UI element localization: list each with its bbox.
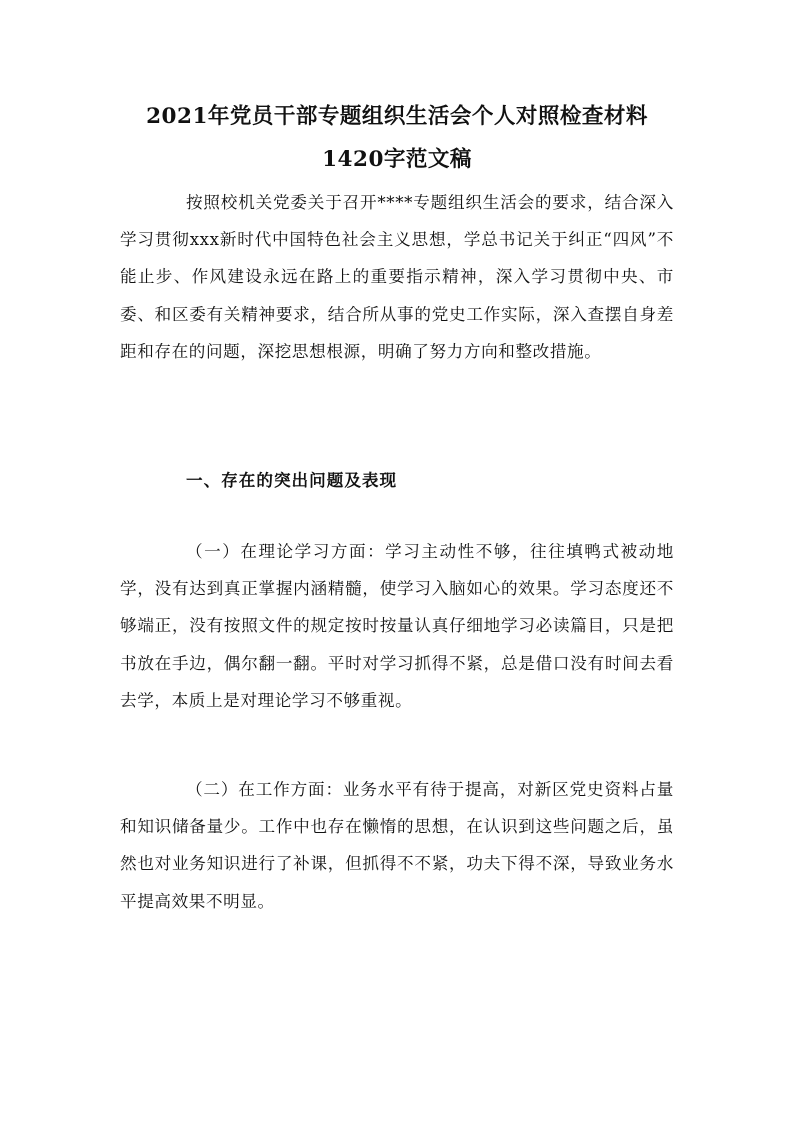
work-paragraph: （二）在工作方面：业务水平有待于提高，对新区党史资料占量和知识储备量少。工作中也存在懒惰的思想，在认识到这些问题之后，虽然也对业务知识进行了补课，但抓得不不紧，功夫下得不深，导致业务水平提高效果不明显。: [120, 780, 674, 911]
document-title-line-1: 2021年党员干部专题组织生活会个人对照检查材料: [146, 104, 648, 129]
document-title-line-2: 1420字范文稿: [322, 147, 472, 172]
intro-paragraph: 按照校机关党委关于召开****专题组织生活会的要求，结合深入学习贯彻xxx新时代中国特色社会主义思想，学总书记关于纠正“四风”不能止步、作风建设永远在路上的重要指示精神，深入学习贯彻中央、市委、和区委有关精神要求，结合所从事的党史工作实际，深入查摆自身差距和存在的问题，深挖思想根源，明确了努力方向和整改措施。: [120, 193, 674, 361]
theory-study-paragraph: （一）在理论学习方面：学习主动性不够，往往填鸭式被动地学，没有达到真正掌握内涵精髓，使学习入脑如心的效果。学习态度还不够端正，没有按照文件的规定按时按量认真仔细地学习必读篇目，只是把书放在手边，偶尔翻一翻。平时对学习抓得不紧，总是借口没有时间去看去学，本质上是对理论学习不够重视。: [120, 542, 674, 710]
section-heading: 一、存在的突出问题及表现: [186, 470, 398, 490]
